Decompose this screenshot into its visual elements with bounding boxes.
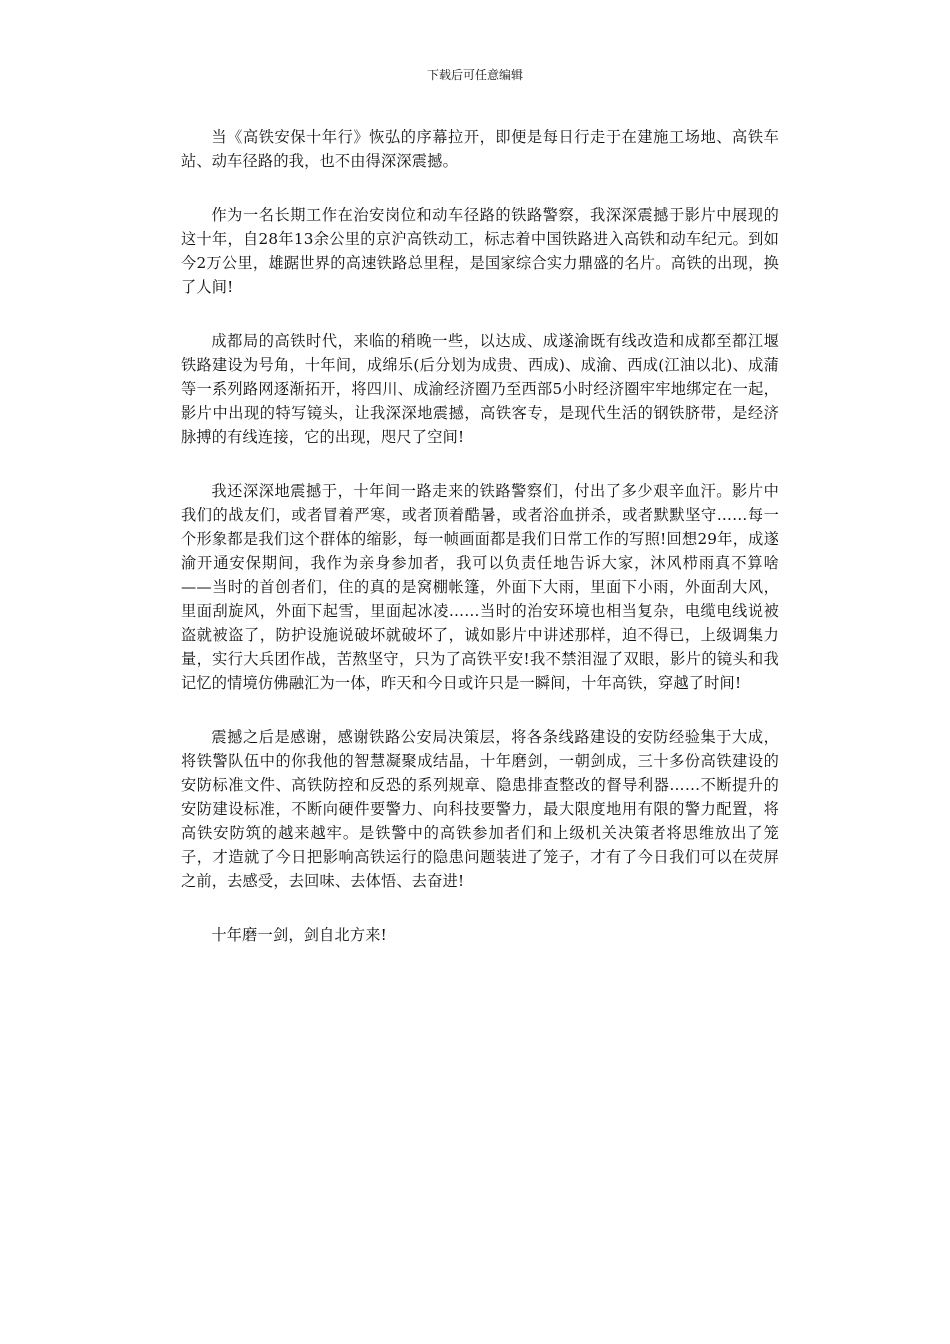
header-note: 下载后可任意编辑	[426, 68, 523, 82]
paragraph-6: 十年磨一剑，剑自北方来!	[211, 926, 387, 944]
document-body	[181, 125, 779, 977]
paragraph-1: 当《高铁安保十年行》恢弘的序幕拉开，即便是每日行走于在建施工场地、高铁车站、动车径路的我，也不由得深深震撼。	[181, 128, 779, 170]
paragraph-5: 震撼之后是感谢，感谢铁路公安局决策层，将各条线路建设的安防经验集于大成，将铁警队伍中的你我他的智慧凝聚成结晶，十年磨剑，一朝剑成，三十多份高铁建设的安防标准文件、高铁防控和反恐的系列规章、隐患排查整改的督导利器……不断提升的安防建设标准，不断向硬件要警力、向科技要警力，最大限度地用有限的警力配置，将高铁安防筑的越来越牢。是铁警中的高铁参加者们和上级机关决策者将思维放出了笼子，才造就了今日把影响高铁运行的隐患问题装进了笼子，才有了今日我们可以在荧屏之前，去感受，去回味、去体悟、去奋进!	[181, 728, 779, 890]
paragraph-3: 成都局的高铁时代，来临的稍晚一些，以达成、成遂渝既有线改造和成都至都江堰铁路建设为号角，十年间，成绵乐(后分划为成贵、西成)、成渝、西成(江油以北)、成蒲等一系列路网逐渐拓开，将四川、成渝经济圈乃至西部5小时经济圈牢牢地绑定在一起，影片中出现的特写镜头，让我深深地震撼，高铁客专，是现代生活的钢铁脐带，是经济脉搏的有线连接，它的出现，咫尺了空间!	[181, 332, 779, 446]
paragraph-4: 我还深深地震撼于，十年间一路走来的铁路警察们，付出了多少艰辛血汗。影片中我们的战友们，或者冒着严寒，或者顶着酷暑，或者浴血拼杀，或者默默坚守……每一个形象都是我们这个群体的缩影，每一帧画面都是我们日常工作的写照!回想29年，成遂渝开通安保期间，我作为亲身参加者，我可以负责任地告诉大家，沐风栉雨真不算啥——当时的首创者们，住的真的是窝棚帐篷，外面下大雨，里面下小雨，外面刮大风，里面刮旋风，外面下起雪，里面起冰凌……当时的治安环境也相当复杂，电缆电线说被盗就被盗了，防护设施说破坏就破坏了，诚如影片中讲述那样，迫不得已，上级调集力量，实行大兵团作战，苦熬坚守，只为了高铁平安!我不禁泪湿了双眼，影片的镜头和我记忆的情境仿佛融汇为一体，昨天和今日或许只是一瞬间，十年高铁，穿越了时间!	[181, 482, 779, 692]
paragraph-2: 作为一名长期工作在治安岗位和动车径路的铁路警察，我深深震撼于影片中展现的这十年，自28年13余公里的京沪高铁动工，标志着中国铁路进入高铁和动车纪元。到如今2万公里，雄踞世界的高速铁路总里程，是国家综合实力鼎盛的名片。高铁的出现，换了人间!	[181, 206, 779, 296]
